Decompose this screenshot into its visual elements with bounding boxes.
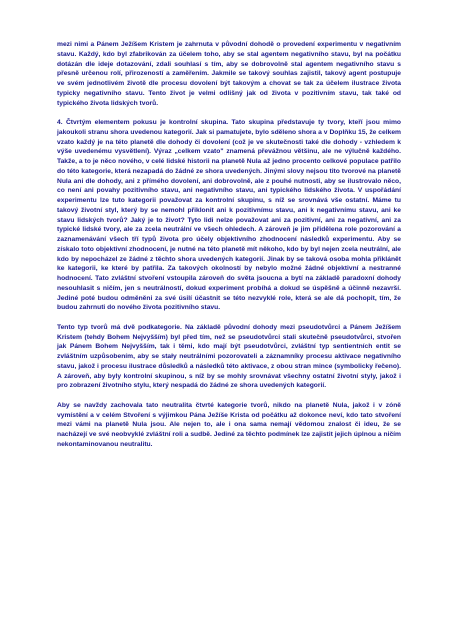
paragraph: Tento typ tvorů má dvě podkategorie. Na základě původní dohody mezi pseudotvůrci a Pánem Ježíšem Kristem (tehdy Bohem Nejvyšším) byl před tím, než se pseudotvůrci stali skutečně pseudotvůrci, stvořen jak Pánem Bohem Nejvyšším, tak i těmi, kdo mají být pseudotvůrci, zvláštní typ sentientních entit se zvláštním uzpůsobením, aby se stały neutrálními pozorovateli a záznamníky procesu aktivace negativního stavu, jakož i procesu ilustrace důsledků a následků této aktivace, z obou stran mince (symbolicky řečeno). A zároveň, aby byly kontrolní skupinou, s níž by se mohly srovnávat všechny ostatní životní styly, jakož i pro zobrazení životního stylu, který nespadá do žádné ze shora uvedených kategorií. xyxy=(57,323,401,390)
paragraph: mezi nimi a Pánem Ježíšem Kristem je zahrnuta v původní dohodě o provedení experimentu v negativním stavu. Každý, kdo byl zfabrikován za účelem toho, aby se stal agentem negativního stavu, byl na počátku dotázán dle ideje dotazování, zdali souhlasí s tím, aby se dobrovolně stal agentem negativního stavu s přesně určenou rolí, přirozeností a zaměřením. Jakmile se takový souhlas zajistil, takový agent postupuje ve svém jednotlivém životě dle procesu dovolení být takovým a chovat se tak za účelem ilustrace života typicky negativního stavu. Tento život je velmi odlišný jak od života v pozitivním stavu, tak také od typického života lidských tvorů. xyxy=(57,41,401,107)
paragraph: 4. Čtvrtým elementem pokusu je kontrolní skupina. Tato skupina představuje ty tvory, kteří jsou mimo jakoukoli stranu shora uvedenou kategorií. Jak si pamatujete, bylo sděleno shora a v Doplňku 15, že celkem vzato každý je na této planetě dle dohody či dovolení (což je ve skutečnosti také dle dohody - vzhledem k výše uvedenému vysvětlení). Výraz „celkem vzato" znamená převážnou většinu, ale ne výlučně každého. Takže, a to je něco nového, v celé lidské historii na planetě Nula až jedno procento celkové populace patřilo do této kategorie, která nezapadá do žádné ze shora uvedených. Jinými slovy nejsou tito tvorové na planetě Nula ani dle dohody, ani z přímého dovolení, ani dobrovolně, ale z pouhé nutnosti, aby se ilustrovalo něco, co není ani povahy pozitivního stavu, ani negativního stavu, ani typického lidského života. V uspořádání experimentu lze tuto kategorii považovat za kontrolní skupinu, s níž se srovnává vše ostatní. Máme tu takový životní styl, který by se nemohl přiklonit ani k pozitivnímu stavu, ani k negativnímu stavu, ani ke stavu lidských tvorů? Jaký je to život? Tyto lidi nelze považovat ani za pozitivní, ani za negativní, ani za typické lidské tvory, ale za zcela neutrální ve všech ohledech. A zároveň je jim přidělena role pozorování a zaznamenávání všech tří typů života pro účely objektivního zhodnocení následků experimentu. Aby se získalo toto objektivní zhodnocení, je nutné na této planetě mít někoho, kdo by byl nejen zcela neutrální, ale kdo by nepocházel ze žádné z těchto shora uvedených kategorií. Jinak by se taková osoba mohla přiklánět ke kategorii, ke které by patřila. Za takových okolností by nebylo možné žádné objektivní a nestranné hodnocení. Tato zvláštní stvoření vstoupila zároveň do světa jsoucna a bytí na základě paradoxní dohody nesouhlasit s ničím, jen s neutrálností, dokud experiment probíhá a dokud se úspěšně a účinně nezavrší. Jediné poté budou odměněni za své úsilí účastnit se této nezvyklé role, která se ale dá pochopit, tím, že budou zahrnuti do nového života pozitivního stavu. xyxy=(57,119,401,312)
paragraph: Aby se navždy zachovala tato neutralita čtvrté kategorie tvorů, nikdo na planetě Nula, jakož i v zóně vymístění a v celém Stvoření s výjimkou Pána Ježíše Krista od počátku až dokonce neví, kdo tato stvoření mezi vámi na planetě Nula jsou. Ale nejen to, ale i ona sama nemají vědomou znalost či ideu, že se nacházejí ve své neobvyklé zvláštní roli a sudbě. Jediné za těchto podmínek lze zajistit jejich úplnou a ničím nekontaminovanou neutralitu. xyxy=(57,401,401,448)
document-body xyxy=(57,40,401,459)
